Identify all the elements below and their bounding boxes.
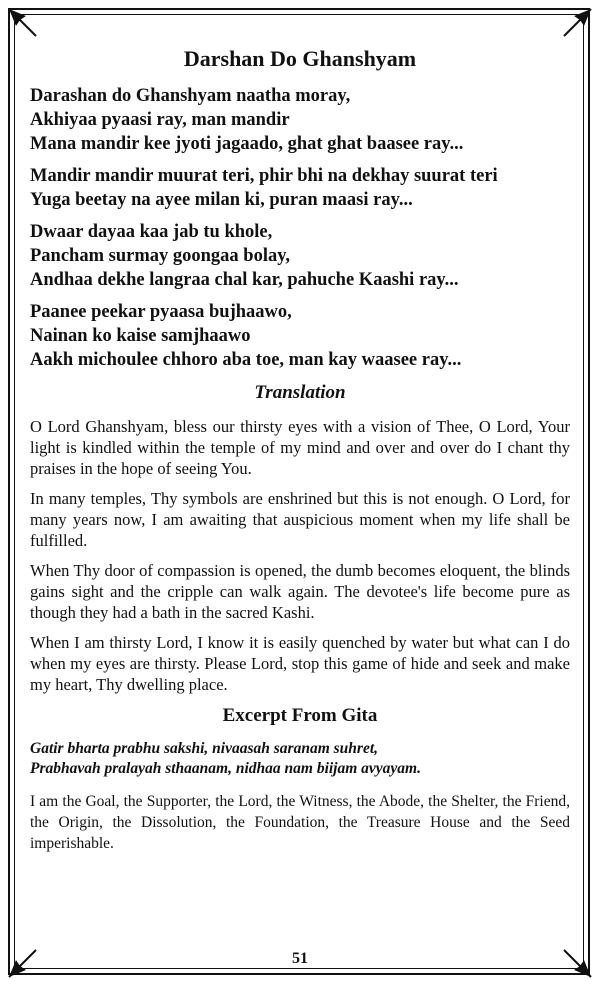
stanza <box>30 300 570 372</box>
corner-ornament-top-right-icon <box>560 6 594 40</box>
verse-meaning: I am the Goal, the Supporter, the Lord, the Witness, the Abode, the Shelter, the Friend, the Origin, the Dissolution, the Foundation, the Treasure House and the Seed imperishable. <box>30 793 570 852</box>
verse-line: Prabhavah pralayah sthaanam, nidhaa nam biijam avyayam. <box>30 760 421 777</box>
translation-paragraph: In many temples, Thy symbols are enshrined but this is not enough. O Lord, for many years now, I am awaiting that auspicious moment when my life shall be fulfilled. <box>30 489 570 550</box>
lyric-line: Darashan do Ghanshyam naatha moray, <box>30 86 351 106</box>
lyric-line: Dwaar dayaa kaa jab tu khole, <box>30 222 273 242</box>
translation-paragraph: When Thy door of compassion is opened, the dumb becomes eloquent, the blinds gains sight and the cripple can walk again. The devotee's life become pure as though they had a bath in the sacred Kashi. <box>30 561 570 622</box>
lyric-line: Mandir mandir muurat teri, phir bhi na dekhay suurat teri <box>30 166 498 186</box>
lyric-line: Nainan ko kaise samjhaawo <box>30 326 251 346</box>
page-content <box>30 46 570 863</box>
translation-paragraph: O Lord Ghanshyam, bless our thirsty eyes with a vision of Thee, O Lord, Your light is kindled within the temple of my mind and over and over do I chant thy praises in the hope of seeing You. <box>30 417 570 478</box>
stanza <box>30 164 570 212</box>
translation-heading: Translation <box>254 382 346 403</box>
lyric-line: Paanee peekar pyaasa bujhaawo, <box>30 302 292 322</box>
lyric-line: Aakh michoulee chhoro aba toe, man kay waasee ray... <box>30 350 462 370</box>
page-number: 51 <box>292 950 308 967</box>
gita-verse <box>30 739 570 779</box>
verse-line: Gatir bharta prabhu sakshi, nivaasah saranam suhret, <box>30 740 379 757</box>
excerpt-heading: Excerpt From Gita <box>222 705 378 726</box>
lyric-line: Pancham surmay goongaa bolay, <box>30 246 291 266</box>
page-title: Darshan Do Ghanshyam <box>183 46 417 71</box>
lyric-line: Yuga beetay na ayee milan ki, puran maasi ray... <box>30 190 413 210</box>
corner-ornament-top-left-icon <box>6 6 40 40</box>
lyric-line: Mana mandir kee jyoti jagaado, ghat ghat baasee ray... <box>30 134 464 154</box>
stanza <box>30 220 570 292</box>
lyric-line: Akhiyaa pyaasi ray, man mandir <box>30 110 290 130</box>
stanza <box>30 84 570 156</box>
lyric-line: Andhaa dekhe langraa chal kar, pahuche Kaashi ray... <box>30 270 459 290</box>
translation-paragraph: When I am thirsty Lord, I know it is easily quenched by water but what can I do when my eyes are thirsty. Please Lord, stop this game of hide and seek and make my heart, Thy dwelling place. <box>30 633 570 694</box>
